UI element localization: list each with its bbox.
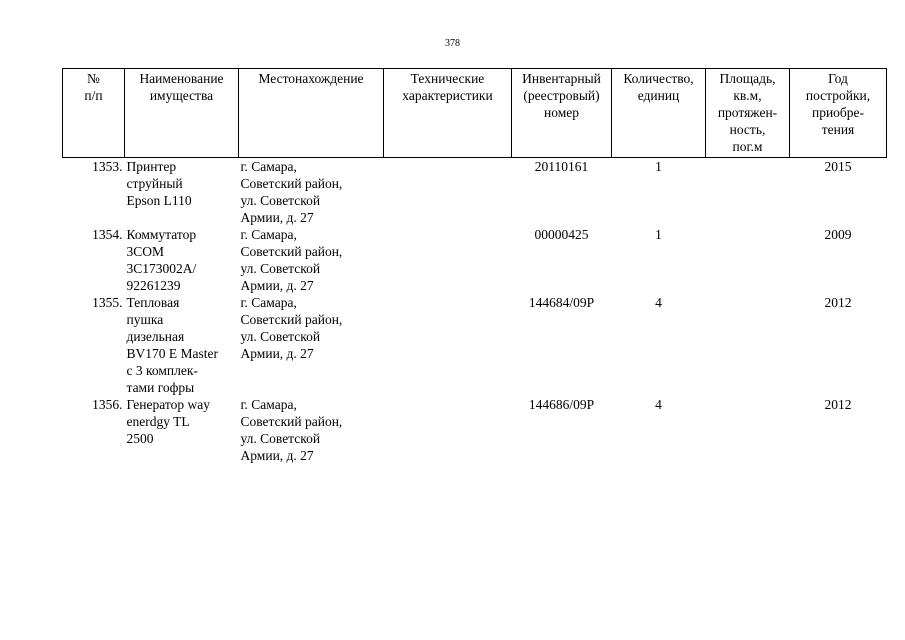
row-location: г. Самара, Советский район, ул. Советской Армии, д. 27 bbox=[240, 159, 343, 225]
row-name: Коммутатор 3COM 3C173002A/ 92261239 bbox=[126, 227, 197, 293]
row-area bbox=[706, 226, 790, 294]
page-number: 378 bbox=[445, 38, 460, 49]
row-number: 1354. bbox=[92, 227, 123, 242]
row-number: 1356. bbox=[92, 397, 123, 412]
header-cell-number: № п/п bbox=[63, 69, 125, 158]
table-body bbox=[63, 158, 887, 465]
row-tech bbox=[384, 158, 512, 227]
row-quantity: 1 bbox=[655, 227, 662, 242]
row-inventory: 20110161 bbox=[534, 159, 589, 174]
row-location: г. Самара, Советский район, ул. Советской Армии, д. 27 bbox=[240, 295, 343, 361]
row-quantity: 1 bbox=[655, 159, 662, 174]
row-year: 2012 bbox=[824, 397, 852, 412]
row-quantity: 4 bbox=[655, 397, 662, 412]
row-year: 2009 bbox=[824, 227, 852, 242]
header-cell-area: Площадь, кв.м, протяжен- ность, пог.м bbox=[706, 69, 790, 158]
row-name: Принтер струйный Epson L110 bbox=[126, 159, 192, 208]
table-row bbox=[63, 294, 887, 396]
row-number: 1353. bbox=[92, 159, 123, 174]
header-cell-year: Год постройки, приобре- тения bbox=[790, 69, 887, 158]
row-quantity: 4 bbox=[655, 295, 662, 310]
table-row bbox=[63, 226, 887, 294]
header-cell-tech: Технические характеристики bbox=[384, 69, 512, 158]
row-year: 2015 bbox=[824, 159, 852, 174]
table-row bbox=[63, 396, 887, 464]
row-location: г. Самара, Советский район, ул. Советской Армии, д. 27 bbox=[240, 227, 343, 293]
property-registry-table bbox=[62, 68, 887, 464]
row-tech bbox=[384, 396, 512, 464]
row-inventory: 144684/09Р bbox=[528, 295, 595, 310]
header-cell-name: Наименование имущества bbox=[125, 69, 239, 158]
row-area bbox=[706, 396, 790, 464]
row-area bbox=[706, 158, 790, 227]
table-row bbox=[63, 158, 887, 227]
header-cell-location: Местонахождение bbox=[239, 69, 384, 158]
header-row bbox=[63, 69, 887, 158]
table-header bbox=[63, 69, 887, 158]
row-inventory: 00000425 bbox=[534, 227, 589, 242]
header-cell-inventory: Инвентарный (реестровый) номер bbox=[512, 69, 612, 158]
row-number: 1355. bbox=[92, 295, 123, 310]
row-location: г. Самара, Советский район, ул. Советской Армии, д. 27 bbox=[240, 397, 343, 463]
row-tech bbox=[384, 294, 512, 396]
row-year: 2012 bbox=[824, 295, 852, 310]
row-tech bbox=[384, 226, 512, 294]
row-area bbox=[706, 294, 790, 396]
row-name: Генератор way enerdgy TL 2500 bbox=[126, 397, 210, 446]
row-inventory: 144686/09Р bbox=[528, 397, 595, 412]
header-cell-quantity: Количество, единиц bbox=[612, 69, 706, 158]
row-name: Тепловая пушка дизельная BV170 E Master с 3 комплек- тами гофры bbox=[126, 295, 218, 395]
